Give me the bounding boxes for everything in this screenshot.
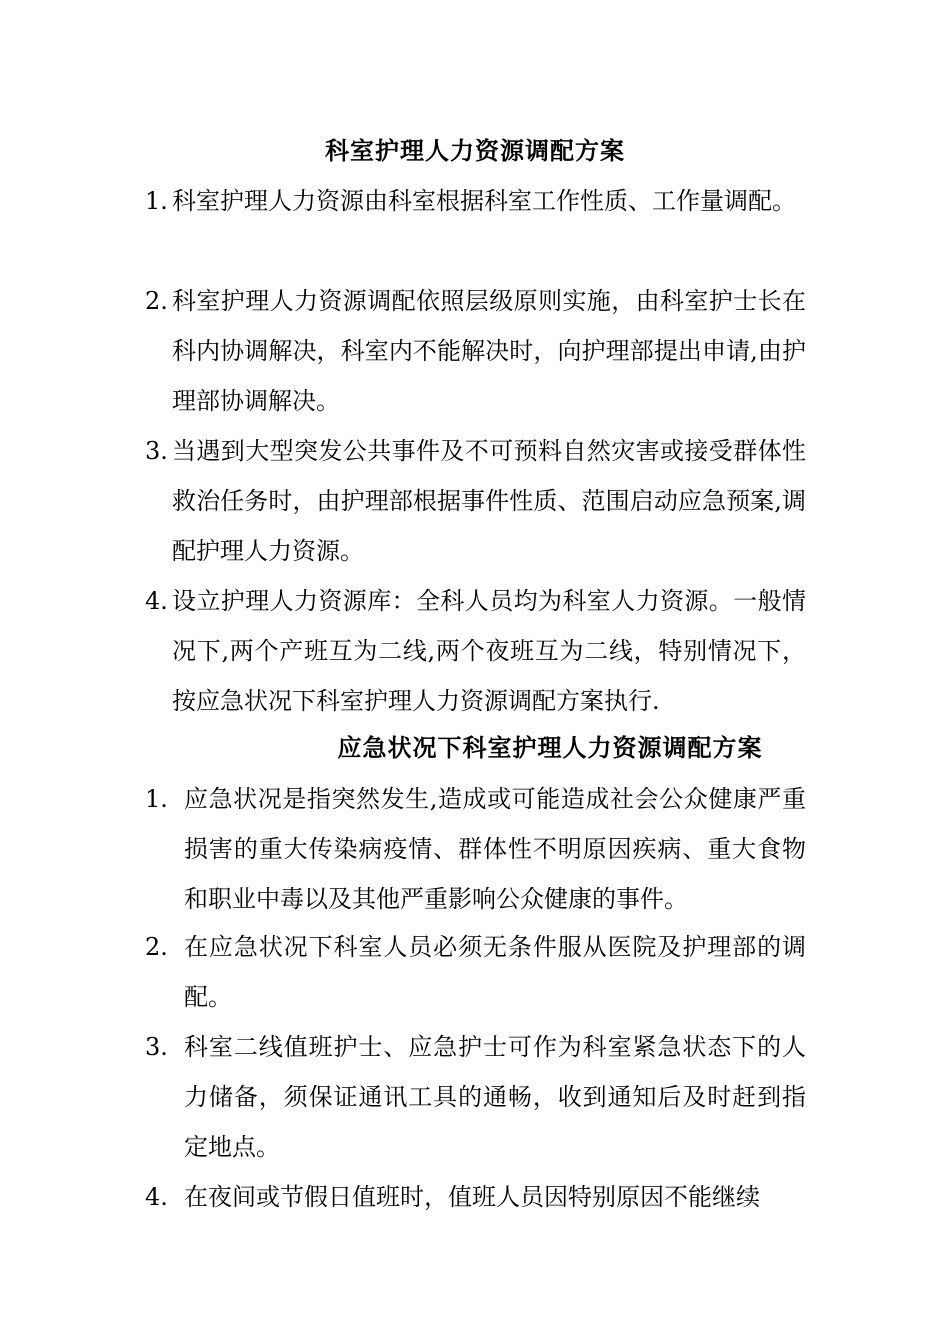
section-title: 科室护理人力资源调配方案 xyxy=(325,136,625,165)
item-number: 1. xyxy=(145,187,168,215)
list-item: 当遇到大型突发公共事件及不可预料自然灾害或接受群体性救治任务时，由护理部根据事件性质、范围启动应急预案,调配护理人力资源。 xyxy=(172,437,806,565)
item-number: 3. xyxy=(145,437,168,465)
section-title: 应急状况下科室护理人力资源调配方案 xyxy=(337,733,763,762)
item-number: 3. xyxy=(145,1033,168,1061)
list-item: 设立护理人力资源库：全科人员均为科室人力资源。一般情况下,两个产班互为二线,两个夜班互为二线，特别情况下，按应急状况下科室护理人力资源调配方案执行. xyxy=(172,587,806,715)
list-item: 应急状况是指突然发生,造成或可能造成社会公众健康严重损害的重大传染病疫情、群体性不明原因疾病、重大食物和职业中毒以及其他严重影响公众健康的事件。 xyxy=(184,785,806,913)
item-number: 1. xyxy=(145,785,168,813)
item-number: 4. xyxy=(145,587,168,615)
item-number: 4. xyxy=(145,1183,168,1211)
list-item: 在夜间或节假日值班时，值班人员因特别原因不能继续 xyxy=(184,1183,760,1211)
list-item: 科室护理人力资源由科室根据科室工作性质、工作量调配。 xyxy=(172,187,796,215)
list-item: 科室护理人力资源调配依照层级原则实施，由科室护士长在科内协调解决，科室内不能解决时，向护理部提出申请,由护理部协调解决。 xyxy=(172,287,806,415)
list-item: 在应急状况下科室人员必须无条件服从医院及护理部的调配。 xyxy=(184,933,806,1011)
item-number: 2. xyxy=(145,287,168,315)
list-item: 科室二线值班护士、应急护士可作为科室紧急状态下的人力储备，须保证通讯工具的通畅，收到通知后及时赶到指定地点。 xyxy=(184,1033,806,1161)
item-number: 2. xyxy=(145,933,168,961)
